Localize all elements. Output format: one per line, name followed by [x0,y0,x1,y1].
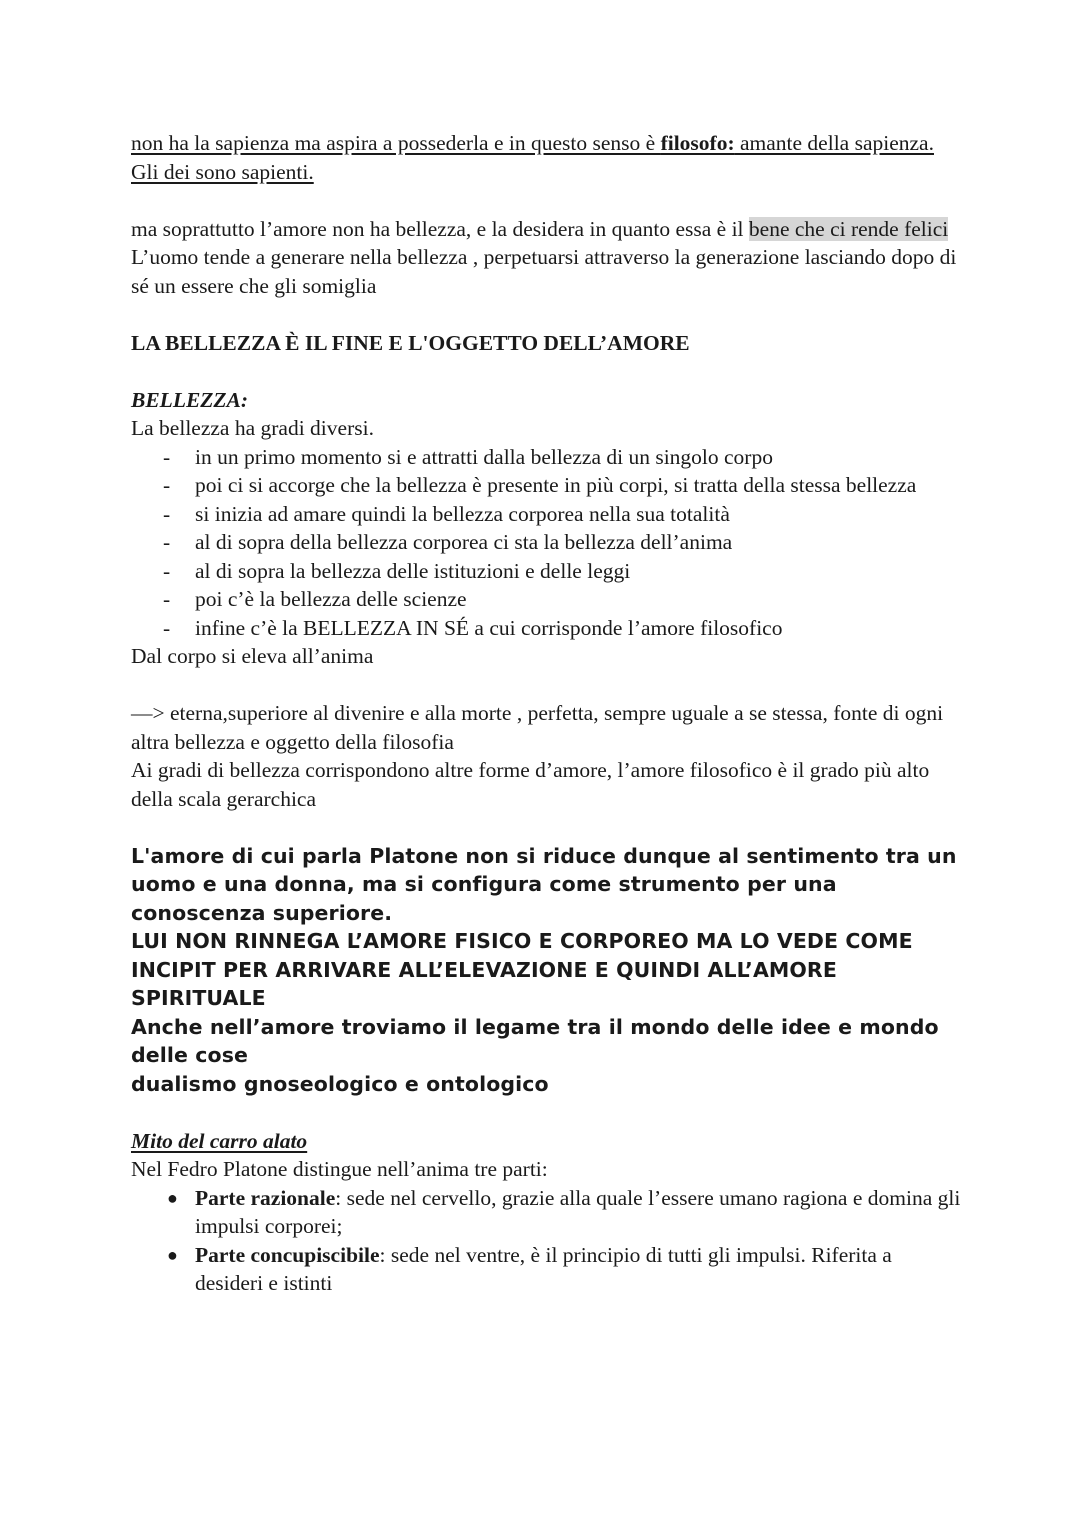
list-item: - poi c’è la bellezza delle scienze [131,585,961,614]
anima-parts-list [131,1184,961,1298]
bellezza-paragraph [131,215,961,244]
bellezza-outro: Dal corpo si eleva all’anima [131,644,374,668]
list-item: - al di sopra della bellezza corporea ci sta la bellezza dell’anima [131,528,961,557]
bellezza-steps-list [131,443,961,643]
list-item [131,1241,961,1298]
intro-paragraph [131,129,961,186]
mito-title: Mito del carro alato [131,1128,308,1153]
bullet-icon: ● [167,1187,178,1208]
part-term: Parte razionale [195,1185,336,1210]
spacer [131,1098,961,1127]
list-item [131,1184,961,1241]
intro-text-start: non ha la sapienza ma aspira a possederla e in questo senso è [131,131,661,155]
mito-intro: Nel Fedro Platone distingue nell’anima tre parti: [131,1157,548,1181]
highlighted-text: bene che ci rende felici [748,216,949,241]
list-item: - si inizia ad amare quindi la bellezza corporea nella sua totalità [131,500,961,529]
list-item: - in un primo momento si e attratti dalla bellezza di un singolo corpo [131,443,961,472]
uomo-paragraph: L’uomo tende a generare nella bellezza , perpetuarsi attraverso la generazione lasciando dopo di sé un essere che gli somiglia [131,245,957,298]
bold-paragraph-fisico: LUI NON RINNEGA L’AMORE FISICO E CORPOREO MA LO VEDE COME INCIPIT PER ARRIVARE ALL’ELEVAZIONE E QUINDI ALL’AMORE SPIRITUALE [131,929,913,1010]
list-item: - poi ci si accorge che la bellezza è presente in più corpi, si tratta della stessa bellezza [131,471,961,500]
bold-paragraph-amore: L'amore di cui parla Platone non si riduce dunque al sentimento tra un uomo e una donna, ma si configura come strumento per una conoscenza superiore. [131,843,957,925]
intro-text-end: amante della sapienza. Gli dei sono sapienti. [131,131,934,184]
spacer [131,671,961,700]
bold-paragraph-legame: Anche nell’amore troviamo il legame tra il mondo delle idee e mondo delle cose [131,1014,939,1067]
part-desc: : sede nel ventre, è il principio di tutti gli impulsi. Riferita a desideri e istinti [195,1242,892,1295]
gradi-paragraph: Ai gradi di bellezza corrispondono altre forme d’amore, l’amore filosofico è il grado più alto della scala gerarchica [131,758,930,811]
eterna-paragraph: —> eterna,superiore al divenire e alla morte , perfetta, sempre uguale a se stessa, fonte di ogni altra bellezza e oggetto della filosofia [131,701,944,754]
bellezza-title: BELLEZZA: [131,387,249,412]
list-item: - infine c’è la BELLEZZA IN SÉ a cui corrisponde l’amore filosofico [131,614,961,643]
document-content [131,129,961,1298]
spacer [131,357,961,386]
spacer [131,813,961,842]
spacer [131,300,961,329]
bold-paragraph-dualismo: dualismo gnoseologico e ontologico [131,1071,549,1096]
spacer [131,186,961,215]
heading-fine: LA BELLEZZA È IL FINE E L'OGGETTO DELL’AMORE [131,330,690,355]
list-item: - al di sopra la bellezza delle istituzioni e delle leggi [131,557,961,586]
bellezza-text: ma soprattutto l’amore non ha bellezza, e la desidera in quanto essa è il [131,216,749,241]
filosofo-term: filosofo: [660,131,735,155]
bellezza-intro: La bellezza ha gradi diversi. [131,416,374,440]
part-desc: : sede nel cervello, grazie alla quale l’essere umano ragiona e domina gli impulsi corporei; [195,1185,961,1238]
part-term: Parte concupiscibile [195,1242,380,1267]
bullet-icon: ● [167,1244,178,1265]
